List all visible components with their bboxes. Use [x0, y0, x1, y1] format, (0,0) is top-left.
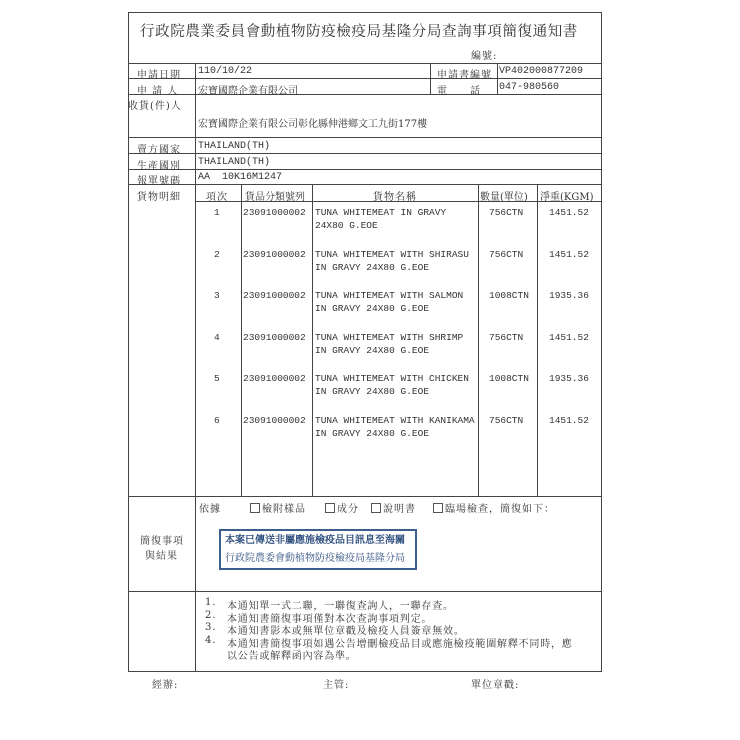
- cell-name2: IN GRAVY 24X80 G.EOE: [315, 344, 430, 356]
- note-text: 本通知書簡復事項如遇公告增刪檢疫品目或應施檢疫範圍解釋不同時，應: [227, 638, 573, 650]
- cell-no: 6: [214, 414, 220, 426]
- note-number: 4.: [205, 634, 217, 646]
- note-number: 1.: [205, 597, 217, 608]
- divider: [128, 591, 602, 592]
- cell-no: 1: [214, 207, 220, 218]
- supervisor-label: 主管:: [323, 680, 350, 691]
- cell-no: 5: [214, 373, 220, 384]
- check-ingredients[interactable]: [325, 500, 359, 515]
- divider: [195, 63, 196, 671]
- cell-code: 23091000002: [243, 331, 306, 343]
- cell-no: 2: [214, 248, 220, 260]
- cell-code: 23091000002: [243, 373, 306, 384]
- cell-name2: IN GRAVY 24X80 G.EOE: [315, 386, 430, 397]
- divider: [537, 184, 538, 496]
- note-number: 3.: [205, 622, 217, 633]
- blue-stamp: [219, 529, 417, 570]
- check-sample[interactable]: [250, 500, 306, 515]
- applicant-value: 宏寶國際企業有限公司: [198, 86, 298, 97]
- note-text: 本通知書影本或無單位章戳及檢疫人員簽章無效。: [227, 626, 465, 637]
- cell-weight: 1935.36: [549, 290, 589, 301]
- divider: [430, 63, 431, 94]
- check-label: 檢附樣品: [262, 504, 306, 515]
- cell-no: 3: [214, 290, 220, 301]
- checkbox[interactable]: [250, 503, 260, 513]
- cell-code: 23091000002: [243, 207, 306, 218]
- stamp-line-1: 本案已傳送非屬應施檢疫品目訊息至海關: [225, 535, 405, 546]
- seller-country-label: 賣方國家: [137, 145, 181, 156]
- consignee-label: 收貨(件)人: [128, 101, 182, 112]
- declaration-value: AA 10K16M1247: [198, 172, 283, 183]
- divider: [128, 63, 602, 64]
- document-title: 行政院農業委員會動植物防疫檢疫局基隆分局查詢事項簡復通知書: [140, 24, 578, 40]
- serial-label: 編號:: [471, 51, 498, 62]
- cell-code: 23091000002: [243, 290, 306, 301]
- cell-qty: 756CTN: [489, 331, 524, 343]
- basis-label: 依據: [199, 504, 221, 515]
- divider: [478, 184, 479, 496]
- app-no-value: VP402000877209: [499, 66, 584, 77]
- cell-qty: 1008CTN: [489, 373, 529, 384]
- divider: [128, 184, 602, 185]
- goods-label: 貨物明細: [137, 192, 181, 203]
- divider: [497, 63, 498, 94]
- cell-no: 4: [214, 331, 220, 343]
- stamp-line-2: 行政院農委會動植物防疫檢疫局基隆分局: [225, 553, 405, 564]
- note-text: 本通知書簡復事項僅對本次查詢事項判定。: [227, 613, 433, 625]
- cell-weight: 1451.52: [549, 331, 589, 343]
- check-label: 說明書: [383, 504, 416, 515]
- note-text: 以公告或解釋函內容為準。: [227, 651, 357, 662]
- origin-value: THAILAND(TH): [198, 157, 271, 168]
- cell-name2: IN GRAVY 24X80 G.EOE: [315, 427, 430, 439]
- divider: [128, 78, 602, 79]
- checkbox[interactable]: [325, 503, 335, 513]
- cell-qty: 1008CTN: [489, 290, 529, 301]
- reply-label-2: 與結果: [145, 551, 178, 562]
- cell-name2: IN GRAVY 24X80 G.EOE: [315, 261, 430, 273]
- declaration-label: 報單號碼: [137, 176, 181, 187]
- cell-qty: 756CTN: [489, 414, 524, 426]
- apply-date-label: 申請日期: [137, 70, 181, 81]
- divider: [241, 184, 242, 496]
- cell-qty: 756CTN: [489, 248, 524, 260]
- col-header-name: 貨物名稱: [373, 192, 417, 203]
- cell-weight: 1451.52: [549, 414, 589, 426]
- consignee-value: 宏寶國際企業有限公司彰化縣伸港鄉文工九街177樓: [198, 119, 428, 130]
- cell-name1: TUNA WHITEMEAT WITH SHIRASU: [315, 248, 469, 260]
- checkbox[interactable]: [371, 503, 381, 513]
- note-number: 2.: [205, 609, 217, 621]
- col-header-weight: 淨重(KGM): [540, 192, 594, 203]
- cell-name2: 24X80 G.EOE: [315, 220, 378, 231]
- cell-name1: TUNA WHITEMEAT IN GRAVY: [315, 207, 447, 218]
- cell-qty: 756CTN: [489, 207, 524, 218]
- cell-weight: 1451.52: [549, 207, 589, 218]
- cell-name1: TUNA WHITEMEAT WITH KANIKAMA: [315, 414, 475, 426]
- divider: [128, 153, 602, 154]
- cell-weight: 1451.52: [549, 248, 589, 260]
- col-header-no: 項次: [206, 192, 228, 203]
- divider: [128, 169, 602, 170]
- applicant-label: 申 請 人: [137, 86, 179, 97]
- divider: [312, 184, 313, 496]
- cell-weight: 1935.36: [549, 373, 589, 384]
- cell-name1: TUNA WHITEMEAT WITH SHRIMP: [315, 331, 464, 343]
- phone-label: 電 話: [437, 86, 481, 97]
- seller-country-value: THAILAND(TH): [198, 141, 271, 152]
- checkbox[interactable]: [433, 503, 443, 513]
- divider: [128, 496, 602, 497]
- check-label: 臨場檢查，簡復如下：: [445, 504, 555, 515]
- col-header-qty: 數量(單位): [480, 192, 528, 203]
- reply-label-1: 簡復事項: [140, 536, 184, 547]
- unit-seal-label: 單位章戳:: [471, 680, 520, 691]
- apply-date-value: 110/10/22: [198, 66, 253, 77]
- handler-label: 經辦:: [152, 680, 179, 691]
- origin-label: 生產國別: [137, 161, 181, 172]
- check-manual[interactable]: [371, 500, 416, 515]
- cell-name2: IN GRAVY 24X80 G.EOE: [315, 303, 430, 314]
- check-label: 成分: [337, 504, 359, 515]
- phone-value: 047-980560: [499, 82, 560, 93]
- cell-name1: TUNA WHITEMEAT WITH CHICKEN: [315, 373, 469, 384]
- divider: [128, 137, 602, 138]
- cell-name1: TUNA WHITEMEAT WITH SALMON: [315, 290, 464, 301]
- note-text: 本通知單一式二聯，一聯復查詢人，一聯存查。: [227, 601, 454, 612]
- app-no-label: 申請書編號: [437, 70, 492, 81]
- col-header-code: 貨品分類號列: [245, 192, 305, 203]
- check-inspection[interactable]: [433, 500, 555, 515]
- cell-code: 23091000002: [243, 414, 306, 426]
- cell-code: 23091000002: [243, 248, 306, 260]
